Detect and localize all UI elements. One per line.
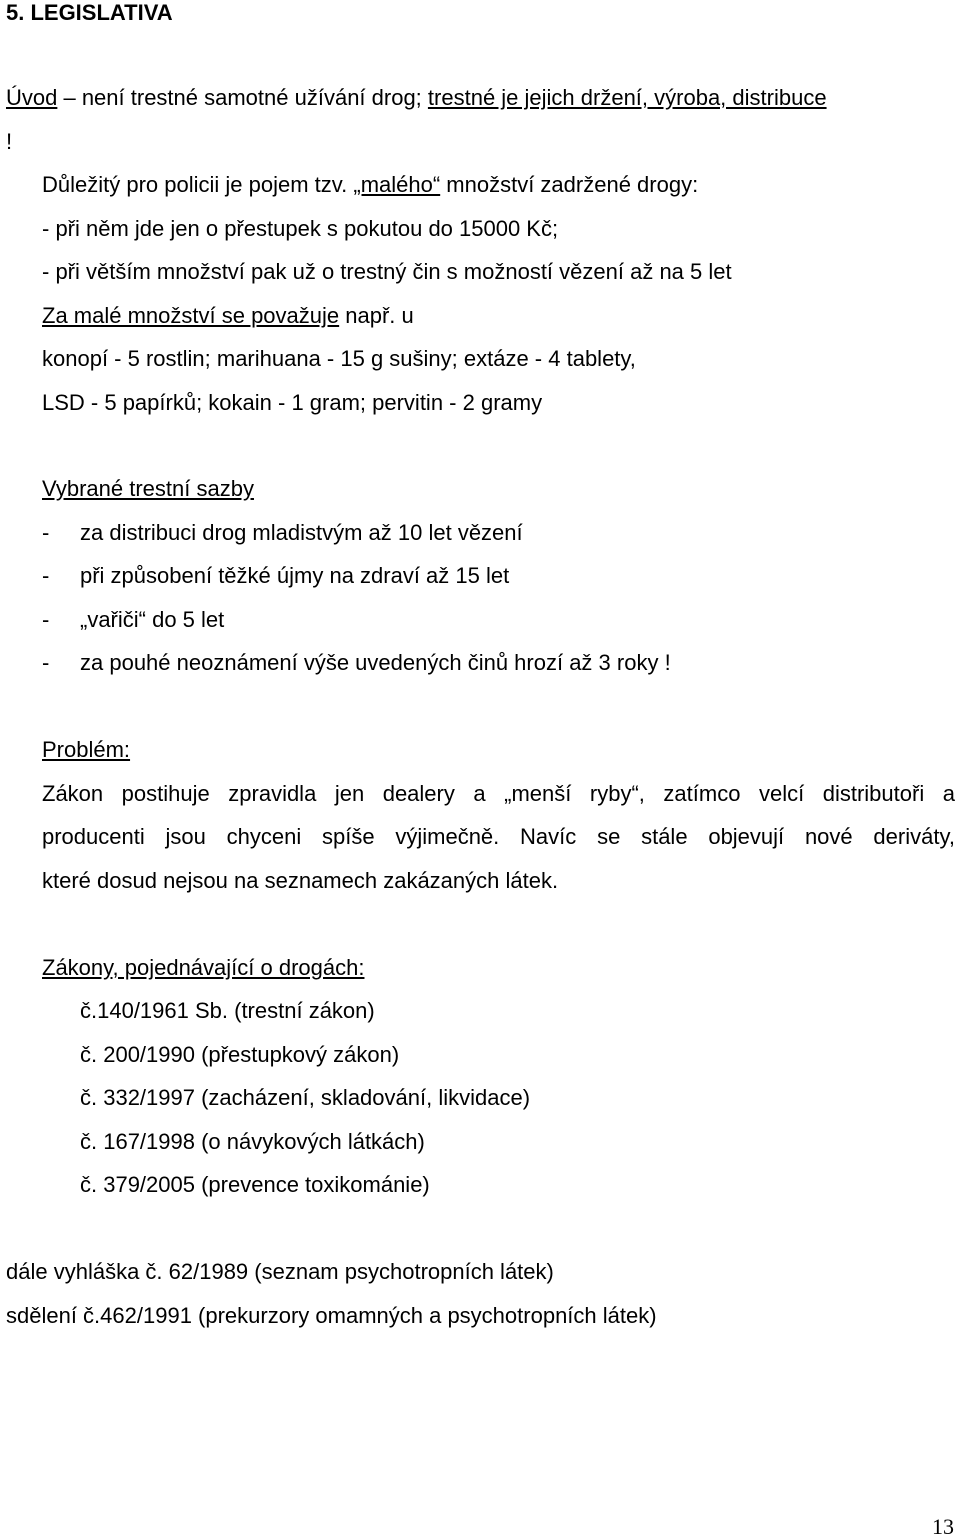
laws-title: Zákony, pojednávající o drogách: <box>42 955 365 980</box>
word: ryby“, <box>589 781 645 806</box>
intro-underlined-tail: trestné je jejich držení, výroba, distribuce <box>427 85 827 110</box>
page-number: 13 <box>932 1514 954 1539</box>
law-item: č. 379/2005 (prevence toxikománie) <box>80 1172 430 1197</box>
law-item: č.140/1961 Sb. (trestní zákon) <box>80 998 375 1023</box>
word: jsou <box>165 824 206 849</box>
small-amount-line-1-post: množství zadržené drogy: <box>440 172 699 197</box>
small-amount-line-5: konopí - 5 rostlin; marihuana - 15 g sušiny; extáze - 4 tablety, <box>42 346 636 371</box>
small-amount-line-4-post: např. u <box>339 303 414 328</box>
problem-line-2 <box>42 824 955 850</box>
word: výjimečně. <box>395 824 500 849</box>
word: postihuje <box>121 781 210 806</box>
word: velcí <box>758 781 805 806</box>
law-item: č. 167/1998 (o návykových látkách) <box>80 1129 425 1154</box>
penalty-item <box>0 520 960 546</box>
small-amount-line-3: - při větším množství pak už o trestný čin s možností vězení až na 5 let <box>42 259 732 284</box>
word: dealery <box>382 781 455 806</box>
law-item: č. 200/1990 (přestupkový zákon) <box>80 1042 400 1067</box>
list-dash: - <box>42 650 50 675</box>
extra-line-1: dále vyhláška č. 62/1989 (seznam psychotropních látek) <box>6 1259 554 1284</box>
small-amount-line-6: LSD - 5 papírků; kokain - 1 gram; pervitin - 2 gramy <box>42 390 543 415</box>
extra-line-2: sdělení č.462/1991 (prekurzory omamných a psychotropních látek) <box>6 1303 657 1328</box>
penalty-item-text: „vařiči“ do 5 let <box>80 607 225 632</box>
word: a <box>473 781 486 806</box>
law-item: č. 332/1997 (zacházení, skladování, likvidace) <box>80 1085 531 1110</box>
penalty-item <box>0 607 960 633</box>
problem-line-3: které dosud nejsou na seznamech zakázaných látek. <box>42 868 559 893</box>
penalties-title: Vybrané trestní sazby <box>42 476 254 501</box>
list-dash: - <box>42 563 50 588</box>
word: distributoři <box>822 781 925 806</box>
small-amount-line-1-pre: Důležitý pro policii je pojem tzv. <box>42 172 354 197</box>
word: deriváty, <box>873 824 955 849</box>
list-dash: - <box>42 520 50 545</box>
intro-uvod: Úvod <box>6 85 58 110</box>
small-amount-line-2: - při něm jde jen o přestupek s pokutou do 15000 Kč; <box>42 216 559 241</box>
word: Zákon <box>42 781 104 806</box>
word: zpravidla <box>228 781 317 806</box>
penalty-item <box>0 650 960 676</box>
small-amount-term: „malého“ <box>353 172 441 197</box>
penalty-item-text: za distribuci drog mladistvým až 10 let vězení <box>80 520 523 545</box>
word: Navíc <box>520 824 577 849</box>
problem-title: Problém: <box>42 737 131 762</box>
intro-line <box>6 85 827 111</box>
penalty-item <box>0 563 960 589</box>
small-amount-line-4 <box>42 303 414 329</box>
penalty-item-text: za pouhé neoznámení výše uvedených činů hrozí až 3 roky ! <box>80 650 671 675</box>
word: se <box>597 824 621 849</box>
word: jen <box>334 781 365 806</box>
word: chyceni <box>226 824 302 849</box>
word: „menší <box>504 781 572 806</box>
intro-exclamation: ! <box>6 129 13 154</box>
problem-line-1 <box>42 781 955 807</box>
small-amount-line-1 <box>42 172 698 198</box>
penalty-item-text: při způsobení těžké újmy na zdraví až 15 let <box>80 563 510 588</box>
list-dash: - <box>42 607 50 632</box>
word: stále <box>641 824 688 849</box>
word: spíše <box>322 824 375 849</box>
word: nové <box>804 824 853 849</box>
section-heading: 5. LEGISLATIVA <box>6 0 173 25</box>
small-amount-considered: Za malé množství se považuje <box>42 303 340 328</box>
intro-text: – není trestné samotné užívání drog; <box>57 85 428 110</box>
word: objevují <box>708 824 785 849</box>
word: zatímco <box>663 781 741 806</box>
word: producenti <box>42 824 145 849</box>
word: a <box>942 781 955 806</box>
